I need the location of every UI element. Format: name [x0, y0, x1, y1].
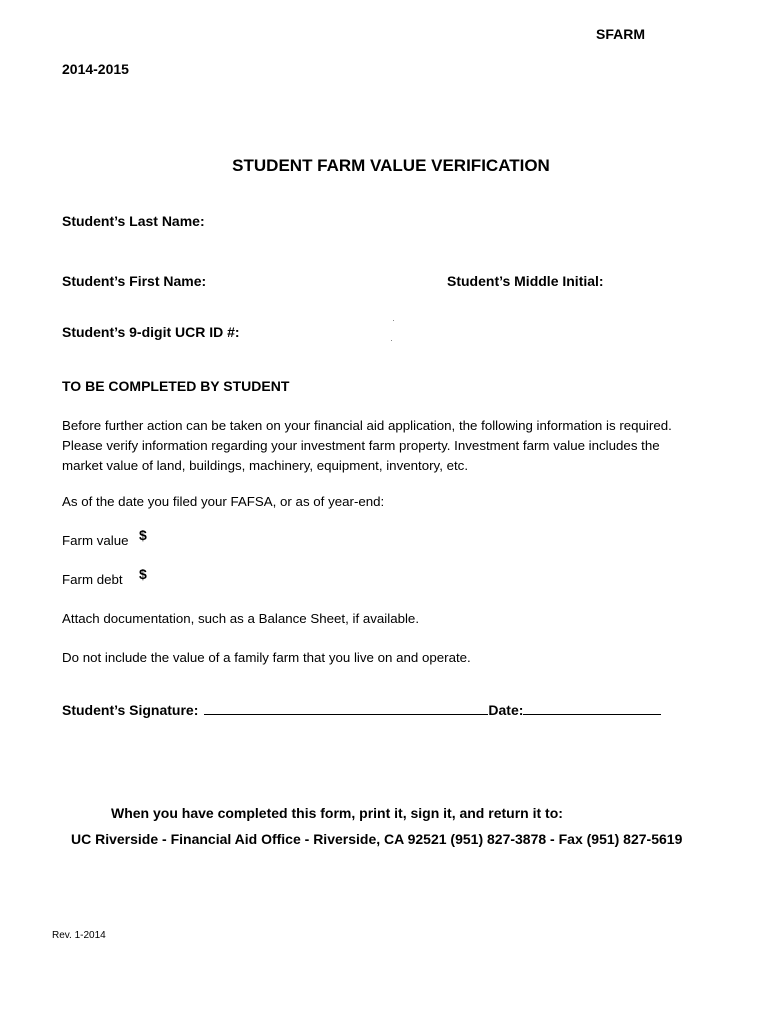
last-name-label: Student’s Last Name: — [62, 213, 205, 229]
signature-line[interactable] — [204, 702, 488, 715]
form-code: SFARM — [596, 26, 645, 42]
return-instruction: When you have completed this form, print it, sign it, and return it to: — [111, 805, 563, 821]
farm-value-label: Farm value — [62, 533, 129, 548]
attach-documentation-note: Attach documentation, such as a Balance Sheet, if available. — [62, 611, 420, 626]
farm-value-currency: $ — [139, 527, 147, 543]
farm-debt-label: Farm debt — [62, 572, 123, 587]
farm-debt-currency: $ — [139, 566, 147, 582]
page-title: STUDENT FARM VALUE VERIFICATION — [232, 156, 550, 175]
first-name-label: Student’s First Name: — [62, 273, 207, 289]
form-field-marker — [391, 340, 392, 341]
date-label: Date: — [488, 702, 524, 718]
office-address: UC Riverside - Financial Aid Office - Riverside, CA 92521 (951) 827-3878 - Fax (951) 827-5619 — [71, 831, 683, 847]
exclusion-note: Do not include the value of a family farm that you live on and operate. — [62, 650, 471, 665]
signature-row — [62, 702, 661, 718]
instructions-paragraph: Before further action can be taken on your financial aid application, the following information is required. Please verify information regarding your investment farm property. Investment farm value includes the market value of land, buildings, machinery, equipment, inventory, etc. — [62, 418, 672, 473]
middle-initial-label: Student’s Middle Initial: — [447, 273, 604, 289]
ucr-id-label: Student’s 9-digit UCR ID #: — [62, 324, 240, 340]
signature-label: Student’s Signature: — [62, 702, 199, 718]
date-line[interactable] — [523, 702, 661, 715]
as-of-note: As of the date you filed your FAFSA, or as of year-end: — [62, 494, 385, 509]
form-field-marker — [393, 320, 394, 321]
section-heading: TO BE COMPLETED BY STUDENT — [62, 378, 290, 394]
academic-year: 2014-2015 — [62, 61, 129, 77]
revision-note: Rev. 1-2014 — [52, 930, 106, 941]
